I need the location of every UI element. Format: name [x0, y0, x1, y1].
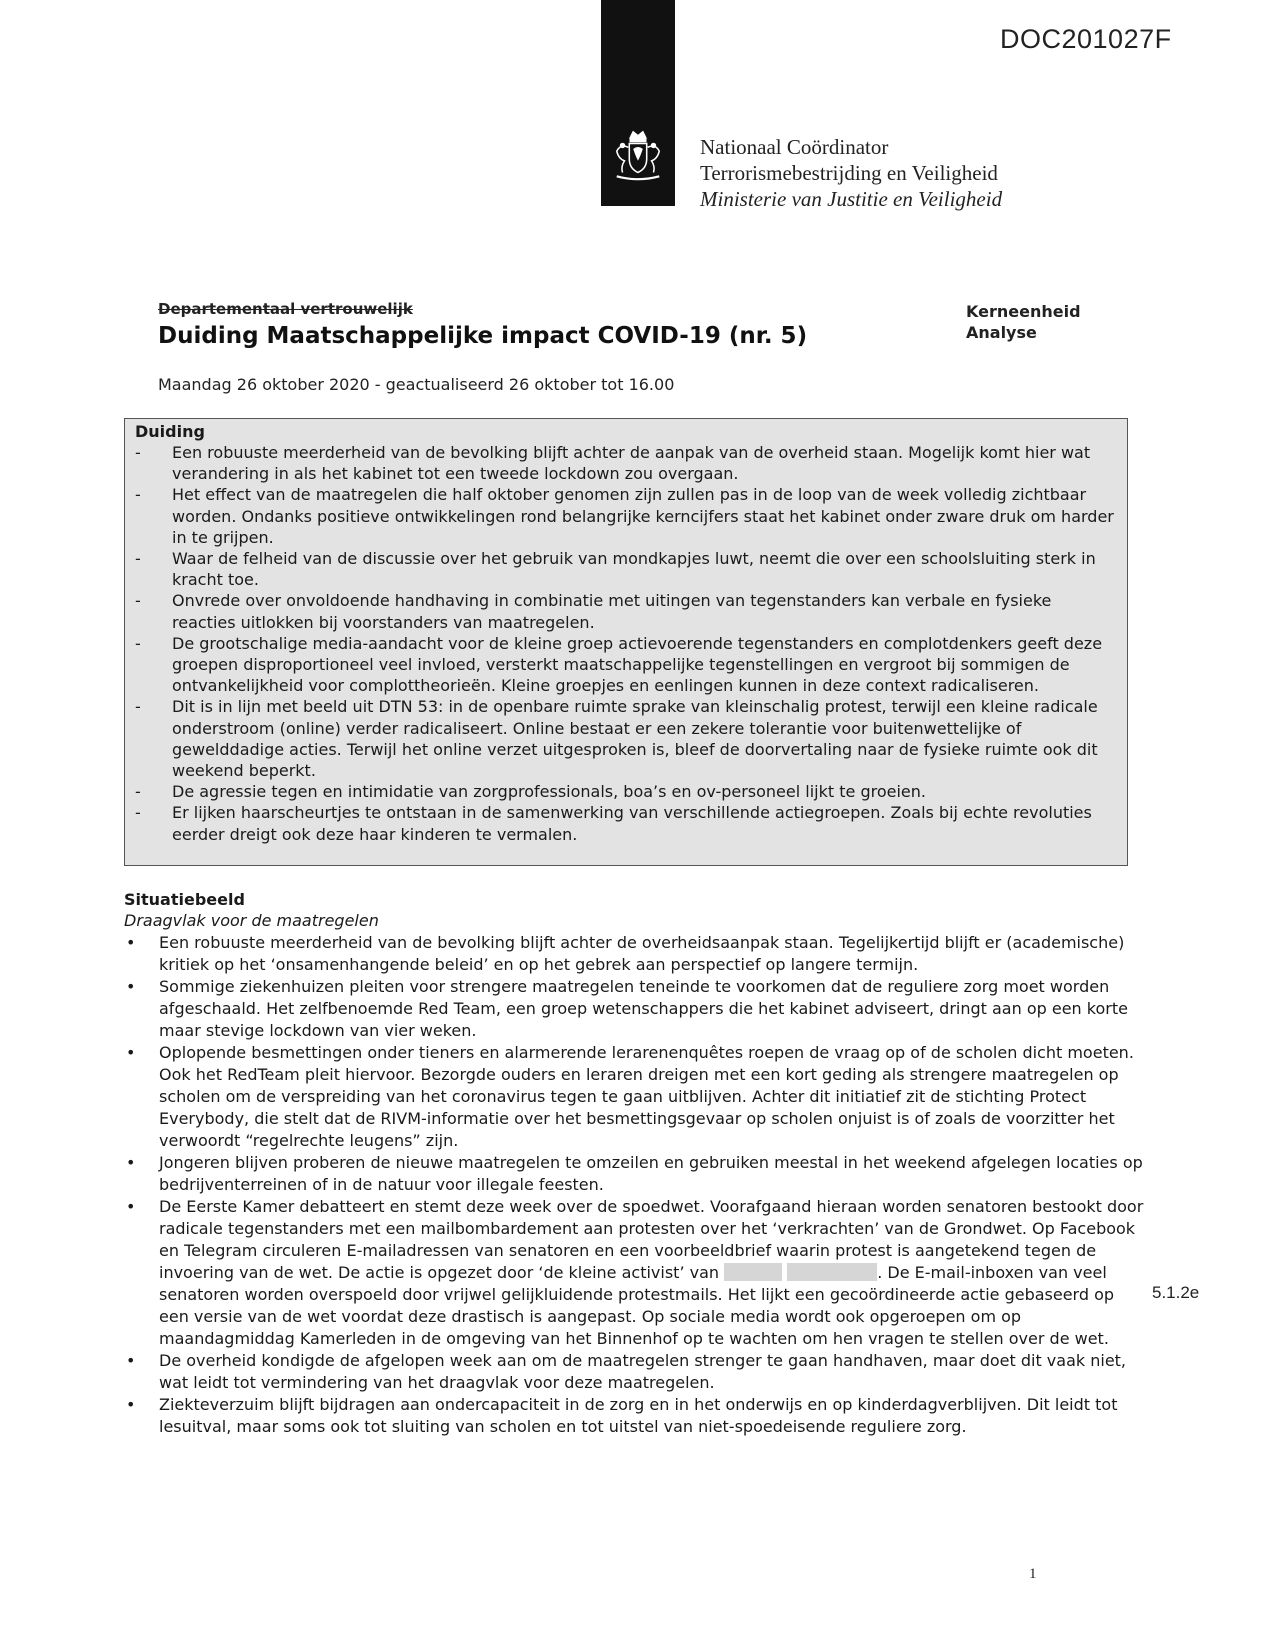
- org-line-1: Nationaal Coördinator: [700, 135, 889, 159]
- situatiebeeld-item: • Sommige ziekenhuizen pleiten voor strengere maatregelen teneinde te voorkomen dat de reguliere zorg moet worden afgeschaald. Het zelfbenoemde Red Team, een groep wetenschappers die het kabinet adviseert, dringt aan op een korte maar stevige lockdown van vier weken.: [124, 976, 1144, 1042]
- situatiebeeld-list: [124, 932, 1144, 1438]
- classification-label: Departementaal vertrouwelijk: [158, 300, 413, 318]
- duiding-heading: Duiding: [135, 422, 205, 441]
- document-date: Maandag 26 oktober 2020 - geactualiseerd 26 oktober tot 16.00: [158, 375, 675, 394]
- org-line-2: Terrorismebestrijding en Veiligheid: [700, 161, 998, 185]
- page-number: 1: [1029, 1566, 1037, 1582]
- situatiebeeld-subheading: Draagvlak voor de maatregelen: [124, 911, 379, 930]
- duiding-item: - Het effect van de maatregelen die half oktober genomen zijn zullen pas in de loop van de week volledig zichtbaar worden. Ondanks positieve ontwikkelingen rond belangrijke kerncijfers staat het kabinet onder zware druk om harder in te grijpen.: [135, 484, 1127, 548]
- government-logo-bar: [601, 0, 675, 206]
- redaction-block: [787, 1263, 877, 1281]
- organisation-name: [700, 134, 1002, 212]
- duiding-item: - De grootschalige media-aandacht voor de kleine groep actievoerende tegenstanders en complotdenkers geeft deze groepen disproportioneel veel invloed, versterkt maatschappelijke tegenstellingen en vergroot bij sommigen de ontvankelijkheid voor complottheorieën. Kleine groepjes en eenlingen kunnen in deze context radicaliseren.: [135, 633, 1127, 697]
- situatiebeeld-item: • Een robuuste meerderheid van de bevolking blijft achter de overheidsaanpak staan. Tegelijkertijd blijft er (academische) kritiek op het ‘onsamenhangende beleid’ en op het gebrek aan perspectief op langere termijn.: [124, 932, 1144, 976]
- document-title: Duiding Maatschappelijke impact COVID-19 (nr. 5): [158, 323, 808, 349]
- situatiebeeld-item: • De overheid kondigde de afgelopen week aan om de maatregelen strenger te gaan handhaven, maar doet dit vaak niet, wat leidt tot vermindering van het draagvlak voor deze maatregelen.: [124, 1350, 1144, 1394]
- situatiebeeld-heading: Situatiebeeld: [124, 890, 245, 909]
- item-text-part-2: . De E-mail-inboxen van veel senatoren worden overspoeld door vrijwel gelijkluidende protestmails. Het lijkt een gecoördineerde actie gebaseerd op een versie van de wet voordat deze drastisch is aangepast. Op sociale media wordt ook opgeroepen om op maandagmiddag Kamerleden in de omgeving van het Binnenhof op te wachten om hen vragen te stellen over de wet.: [159, 1263, 1115, 1348]
- unit-line-2: Analyse: [966, 323, 1037, 342]
- situatiebeeld-item: • Jongeren blijven proberen de nieuwe maatregelen te omzeilen en gebruiken meestal in het weekend afgelegen locaties op bedrijventerreinen of in de natuur voor illegale feesten.: [124, 1152, 1144, 1196]
- department-unit: [966, 301, 1081, 343]
- coat-of-arms-icon: [609, 128, 667, 186]
- redaction-code: 5.1.2e: [1152, 1283, 1200, 1302]
- situatiebeeld-item: [124, 1196, 1144, 1350]
- duiding-item: - Een robuuste meerderheid van de bevolking blijft achter de aanpak van de overheid staan. Mogelijk komt hier wat verandering in als het kabinet tot een tweede lockdown zou overgaan.: [135, 442, 1127, 484]
- redaction-block: [724, 1263, 782, 1281]
- org-line-3: Ministerie van Justitie en Veiligheid: [700, 187, 1003, 211]
- duiding-item: - Onvrede over onvoldoende handhaving in combinatie met uitingen van tegenstanders kan verbale en fysieke reacties uitlokken bij voorstanders van maatregelen.: [135, 590, 1127, 632]
- duiding-item: - De agressie tegen en intimidatie van zorgprofessionals, boa’s en ov-personeel lijkt te groeien.: [135, 781, 1127, 802]
- duiding-summary-box: [124, 418, 1128, 866]
- duiding-item: - Er lijken haarscheurtjes te ontstaan in de samenwerking van verschillende actiegroepen. Zoals bij echte revoluties eerder dreigt ook deze haar kinderen te vermalen.: [135, 802, 1127, 844]
- duiding-list: [135, 442, 1127, 845]
- situatiebeeld-item: • Ziekteverzuim blijft bijdragen aan ondercapaciteit in de zorg en in het onderwijs en op kinderdagverblijven. Dit leidt tot lesuitval, maar soms ook tot sluiting van scholen en tot uitstel van niet-spoedeisende reguliere zorg.: [124, 1394, 1144, 1438]
- situatiebeeld-item: • Oplopende besmettingen onder tieners en alarmerende lerarenenquêtes roepen de vraag op of de scholen dicht moeten. Ook het RedTeam pleit hiervoor. Bezorgde ouders en leraren dreigen met een kort geding als strengere maatregelen op scholen om de verspreiding van het coronavirus tegen te gaan uitblijven. Achter dit initiatief zit de stichting Protect Everybody, die stelt dat de RIVM-informatie over het besmettingsgevaar op scholen onjuist is of zoals de voorzitter het verwoordt “regelrechte leugens” zijn.: [124, 1042, 1144, 1152]
- duiding-item: - Dit is in lijn met beeld uit DTN 53: in de openbare ruimte sprake van kleinschalig protest, terwijl een kleine radicale onderstroom (online) verder radicaliseert. Online bestaat er een zekere tolerantie voor buitenwettelijke of gewelddadige acties. Terwijl het online verzet uitgesproken is, bleef de doorvertaling naar de fysieke ruimte ook dit weekend beperkt.: [135, 696, 1127, 781]
- duiding-item: - Waar de felheid van de discussie over het gebruik van mondkapjes luwt, neemt die over een schoolsluiting sterk in kracht toe.: [135, 548, 1127, 590]
- document-id: DOC201027F: [1000, 24, 1172, 54]
- unit-line-1: Kerneenheid: [966, 302, 1081, 321]
- item-text-part-1: De Eerste Kamer debatteert en stemt deze week over de spoedwet. Voorafgaand hieraan worden senatoren bestookt door radicale tegenstanders met een mailbombardement aan protesten over het ‘verkrachten’ van de Grondwet. Op Facebook en Telegram circuleren E-mailadressen van senatoren en een voorbeeldbrief waarin protest is aangetekend tegen de invoering van de wet. De actie is opgezet door ‘de kleine activist’ van: [159, 1197, 1144, 1282]
